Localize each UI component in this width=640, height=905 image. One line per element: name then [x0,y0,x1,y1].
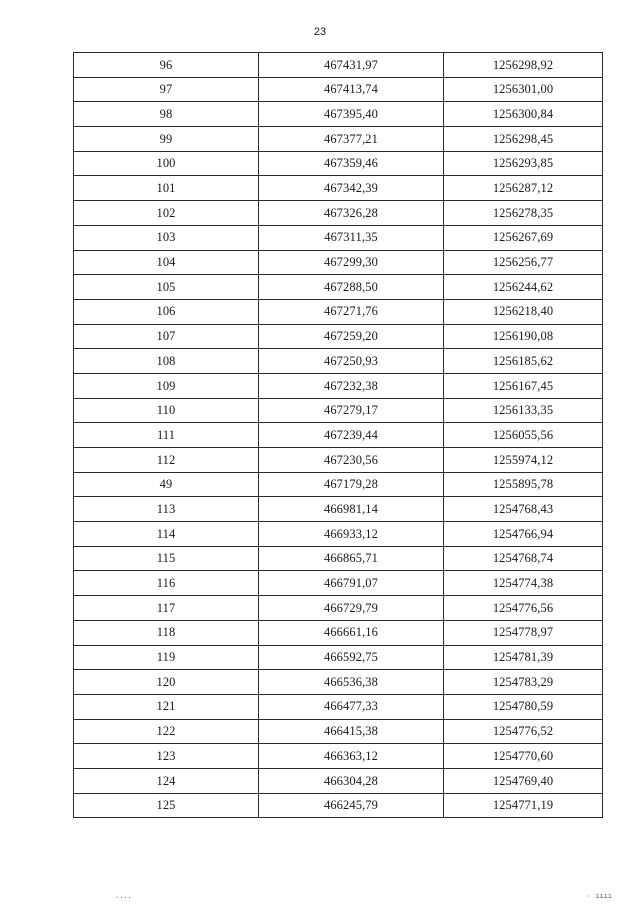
table-row [74,522,603,547]
x-coordinate-cell: 466536,38 [259,670,444,695]
y-coordinate-cell: 1256133,35 [444,398,603,423]
x-coordinate-cell: 466363,12 [259,744,444,769]
table-row [74,596,603,621]
x-coordinate-cell: 466791,07 [259,571,444,596]
point-number-cell: 118 [74,620,259,645]
point-number-cell: 106 [74,299,259,324]
point-number-cell: 97 [74,77,259,102]
y-coordinate-cell: 1256256,77 [444,250,603,275]
y-coordinate-cell: 1254781,39 [444,645,603,670]
table-row [74,719,603,744]
point-number-cell: 120 [74,670,259,695]
table-row [74,398,603,423]
point-number-cell: 96 [74,53,259,78]
table-row [74,423,603,448]
y-coordinate-cell: 1254770,60 [444,744,603,769]
y-coordinate-cell: 1254776,52 [444,719,603,744]
y-coordinate-cell: 1256244,62 [444,275,603,300]
table-row [74,324,603,349]
table-row [74,373,603,398]
table-row [74,472,603,497]
table-row [74,670,603,695]
y-coordinate-cell: 1256298,45 [444,127,603,152]
table-row [74,53,603,78]
point-number-cell: 115 [74,546,259,571]
table-row [74,546,603,571]
y-coordinate-cell: 1254778,97 [444,620,603,645]
coordinates-table-body [74,53,603,818]
point-number-cell: 101 [74,176,259,201]
point-number-cell: 99 [74,127,259,152]
point-number-cell: 119 [74,645,259,670]
y-coordinate-cell: 1256298,92 [444,53,603,78]
table-row [74,102,603,127]
x-coordinate-cell: 467232,38 [259,373,444,398]
point-number-cell: 107 [74,324,259,349]
x-coordinate-cell: 467377,21 [259,127,444,152]
point-number-cell: 49 [74,472,259,497]
point-number-cell: 114 [74,522,259,547]
y-coordinate-cell: 1254769,40 [444,768,603,793]
table-row [74,694,603,719]
point-number-cell: 117 [74,596,259,621]
y-coordinate-cell: 1254776,56 [444,596,603,621]
x-coordinate-cell: 467431,97 [259,53,444,78]
y-coordinate-cell: 1254783,29 [444,670,603,695]
y-coordinate-cell: 1254768,43 [444,497,603,522]
scan-mark-left: .... [115,893,132,901]
y-coordinate-cell: 1256055,56 [444,423,603,448]
y-coordinate-cell: 1256190,08 [444,324,603,349]
x-coordinate-cell: 466661,16 [259,620,444,645]
coordinates-table [73,52,603,818]
point-number-cell: 109 [74,373,259,398]
table-row [74,225,603,250]
y-coordinate-cell: 1256267,69 [444,225,603,250]
x-coordinate-cell: 466865,71 [259,546,444,571]
x-coordinate-cell: 467359,46 [259,151,444,176]
point-number-cell: 122 [74,719,259,744]
table-row [74,275,603,300]
x-coordinate-cell: 467288,50 [259,275,444,300]
point-number-cell: 113 [74,497,259,522]
y-coordinate-cell: 1256218,40 [444,299,603,324]
y-coordinate-cell: 1256185,62 [444,349,603,374]
table-row [74,448,603,473]
point-number-cell: 100 [74,151,259,176]
y-coordinate-cell: 1255974,12 [444,448,603,473]
table-row [74,571,603,596]
point-number-cell: 104 [74,250,259,275]
table-row [74,497,603,522]
point-number-cell: 124 [74,768,259,793]
x-coordinate-cell: 467413,74 [259,77,444,102]
y-coordinate-cell: 1254774,38 [444,571,603,596]
point-number-cell: 102 [74,201,259,226]
point-number-cell: 121 [74,694,259,719]
y-coordinate-cell: 1256287,12 [444,176,603,201]
point-number-cell: 111 [74,423,259,448]
y-coordinate-cell: 1256301,00 [444,77,603,102]
x-coordinate-cell: 466477,33 [259,694,444,719]
table-row [74,299,603,324]
x-coordinate-cell: 467271,76 [259,299,444,324]
x-coordinate-cell: 467279,17 [259,398,444,423]
table-row [74,250,603,275]
x-coordinate-cell: 467179,28 [259,472,444,497]
table-row [74,793,603,818]
table-row [74,645,603,670]
x-coordinate-cell: 467230,56 [259,448,444,473]
y-coordinate-cell: 1254780,59 [444,694,603,719]
point-number-cell: 123 [74,744,259,769]
point-number-cell: 116 [74,571,259,596]
x-coordinate-cell: 466981,14 [259,497,444,522]
table-row [74,176,603,201]
y-coordinate-cell: 1256293,85 [444,151,603,176]
x-coordinate-cell: 466245,79 [259,793,444,818]
page-number: 23 [313,26,327,38]
x-coordinate-cell: 466304,28 [259,768,444,793]
x-coordinate-cell: 467311,35 [259,225,444,250]
x-coordinate-cell: 467299,30 [259,250,444,275]
y-coordinate-cell: 1256300,84 [444,102,603,127]
table-row [74,349,603,374]
x-coordinate-cell: 466933,12 [259,522,444,547]
y-coordinate-cell: 1254766,94 [444,522,603,547]
x-coordinate-cell: 467326,28 [259,201,444,226]
table-row [74,620,603,645]
table-row [74,77,603,102]
table-row [74,151,603,176]
table-row [74,768,603,793]
y-coordinate-cell: 1254768,74 [444,546,603,571]
point-number-cell: 125 [74,793,259,818]
point-number-cell: 110 [74,398,259,423]
x-coordinate-cell: 466415,38 [259,719,444,744]
point-number-cell: 108 [74,349,259,374]
point-number-cell: 103 [74,225,259,250]
point-number-cell: 98 [74,102,259,127]
table-row [74,127,603,152]
y-coordinate-cell: 1256167,45 [444,373,603,398]
y-coordinate-cell: 1255895,78 [444,472,603,497]
y-coordinate-cell: 1254771,19 [444,793,603,818]
scan-mark-right: · ıııı [586,893,612,901]
x-coordinate-cell: 467250,93 [259,349,444,374]
x-coordinate-cell: 467342,39 [259,176,444,201]
x-coordinate-cell: 466592,75 [259,645,444,670]
table-row [74,201,603,226]
y-coordinate-cell: 1256278,35 [444,201,603,226]
table-row [74,744,603,769]
x-coordinate-cell: 467239,44 [259,423,444,448]
x-coordinate-cell: 467259,20 [259,324,444,349]
x-coordinate-cell: 467395,40 [259,102,444,127]
point-number-cell: 112 [74,448,259,473]
point-number-cell: 105 [74,275,259,300]
x-coordinate-cell: 466729,79 [259,596,444,621]
